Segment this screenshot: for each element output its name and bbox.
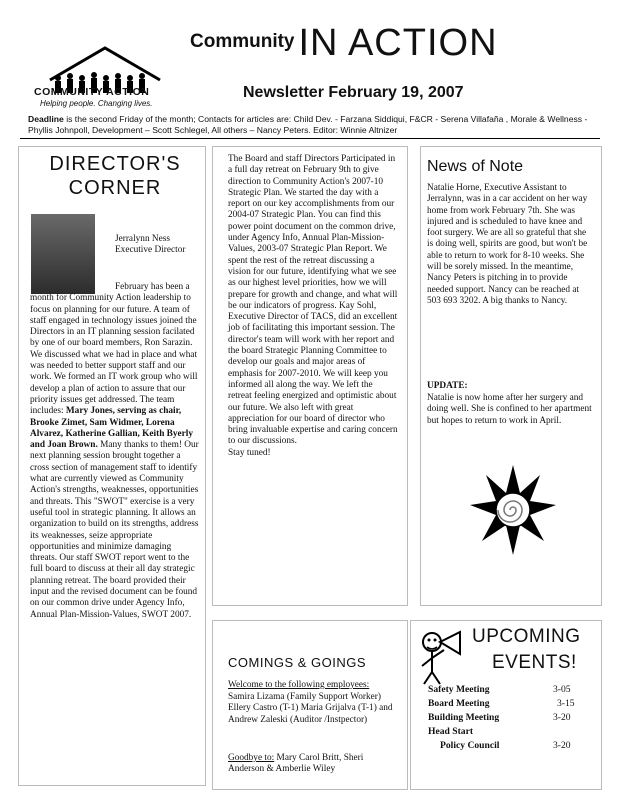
event-name: Building Meeting xyxy=(428,712,500,723)
directors-corner-intro: February has been a month for Community Action leadership to focus on planning for our future. A team of staff engaged in technology issues joined the Directors in an IT planning session facilated by one of our board members, Ron Sarazin. We discussed what we had in place and what was needed to better support staff and our work. We formed an IT work group who will develop a plan of action to assure that our priority issues get addressed. The team includes: xyxy=(30,282,198,417)
upcoming-events-title-1: UPCOMING xyxy=(472,626,581,647)
event-name: Board Meeting xyxy=(428,698,490,709)
logo-text: COMMUNITY ACTION xyxy=(34,86,150,98)
update-heading: UPDATE: xyxy=(427,381,468,391)
event-row xyxy=(428,698,598,709)
event-date: 3-20 xyxy=(553,712,571,723)
comings-goings-title: COMINGS & GOINGS xyxy=(228,655,367,670)
event-date: 3-20 xyxy=(553,740,571,751)
deadline-note xyxy=(28,114,593,136)
event-row xyxy=(440,740,610,751)
deadline-text: is the second Friday of the month; Contacts for articles are: Child Dev. - Farzana Siddiqui, F&CR - Serena Villafaña , Morale & Wellness -Phyllis Johnpoll, Development – Scott Schlegel, All others – Nancy Peters. Editor: Winnie Altnizer xyxy=(28,114,588,135)
directors-corner-rest: Many thanks to them! Our next planning session brought together a cross section of management staff to identify what are currently viewed as Community Action's strengths, weaknesses, opportunities and threats. This "SWOT" exercise is a very useful tool in strategic planning. It allows an organization to build on its strengths, address its weaknesses, seize appropriate opportunities and minimize damaging threats. Our staff SWOT report went to the full board to discuss at their all day strategic planning retreat. The board provided their input and the revised document can be found on our common drive under Agency Info, Annual Plan-Mission-Values, SWOT 2007. xyxy=(30,440,199,620)
masthead-title-small: Community xyxy=(190,31,295,52)
directors-corner-title: DIRECTOR'S CORNER xyxy=(49,153,181,199)
upcoming-events-title-2: EVENTS! xyxy=(492,652,577,673)
director-title: Executive Director xyxy=(115,245,186,256)
goodbye-label: Goodbye to: xyxy=(228,753,275,763)
sun-icon xyxy=(470,465,556,555)
newsletter-masthead xyxy=(190,22,498,65)
goodbye-line xyxy=(228,753,398,776)
news-of-note-title: News of Note xyxy=(427,158,524,175)
event-date: 3-05 xyxy=(553,684,571,695)
director-name-block xyxy=(115,234,200,257)
directors-corner-body xyxy=(30,282,200,621)
event-name: Safety Meeting xyxy=(428,684,490,695)
goodbye-names: Mary Carol Britt, Sheri Anderson & Amberlie Wiley xyxy=(228,753,364,775)
deadline-label: Deadline xyxy=(28,114,64,124)
event-name: Head Start xyxy=(428,726,474,737)
event-date: 3-15 xyxy=(557,698,575,709)
event-row xyxy=(428,712,598,723)
it-team-names: Mary Jones, serving as chair, Brooke Zimet, Sam Widmer, Lorena Alvarez, Katherine Gallian, Keith Byerly and Joan Brown. xyxy=(30,406,194,451)
event-name: Policy Council xyxy=(440,740,500,751)
director-name: Jerralynn Ness xyxy=(115,234,170,244)
retreat-article-body xyxy=(228,154,398,459)
welcome-names: Samira Lizama (Family Support Worker) Ellery Castro (T-1) Maria Grijalva (T-1) and Andrew Zaleski (Auditor /Instpector) xyxy=(228,692,393,725)
header-rule xyxy=(20,138,600,139)
news-of-note-body: Natalie Horne, Executive Assistant to Jerralynn, was in a car accident on her way home from work February 7th. She was injured and is scheduled to have knee and foot surgery. We are all so grateful that she is doing well, spirits are good, but won't be able to return to work for 8-10 weeks. She will be sorely missed. In the meantime, Nancy Peters is pitching in to provide needed support. Nancy can be reached at 503 693 3202. A big thanks to Nancy. xyxy=(427,183,588,306)
megaphone-man-icon xyxy=(416,628,466,686)
newsletter-date-line: Newsletter February 19, 2007 xyxy=(243,84,464,101)
update-body: Natalie is now home after her surgery and doing well. She is confined to her apartment but hopes to return to work in April. xyxy=(427,393,592,426)
event-row xyxy=(428,684,598,695)
retreat-article-text: The Board and staff Directors Participated in a full day retreat on February 9th to give direction to Community Action's 2007-10 Strategic Plan. We started the day with a report on our key accomplishments from our 2004-07 Strategic Plan. You can find this power point document on the common drive, under Agency Info, Annual Plan-Mission-Values, 2003-07 Strategic Plan Report. We spent the rest of the retreat discussing a vision for our future, identifying what we see as our highest level priorities, how we will prepare for growth and change, and what will be our indicators of progress. Kay Sohl, Executive Director of TACS, did an excellent job of facilitating this important session. The director's team will work with her report and the board Strategic Planning Committee to develop our goals and major areas of emphasis for 2007-2010. We will keep you informed all along the way. We left the retreat feeling energized and optimistic about our future. We also left with great appreciation for our board of director who bring invaluable expertise and caring concern to our discussions. xyxy=(228,154,398,447)
retreat-article-closing: Stay tuned! xyxy=(228,447,271,458)
event-row xyxy=(428,726,598,737)
masthead-title-big: IN ACTION xyxy=(298,22,498,64)
welcome-label: Welcome to the following employees: xyxy=(228,680,370,690)
logo-tagline: Helping people. Changing lives. xyxy=(40,99,153,108)
